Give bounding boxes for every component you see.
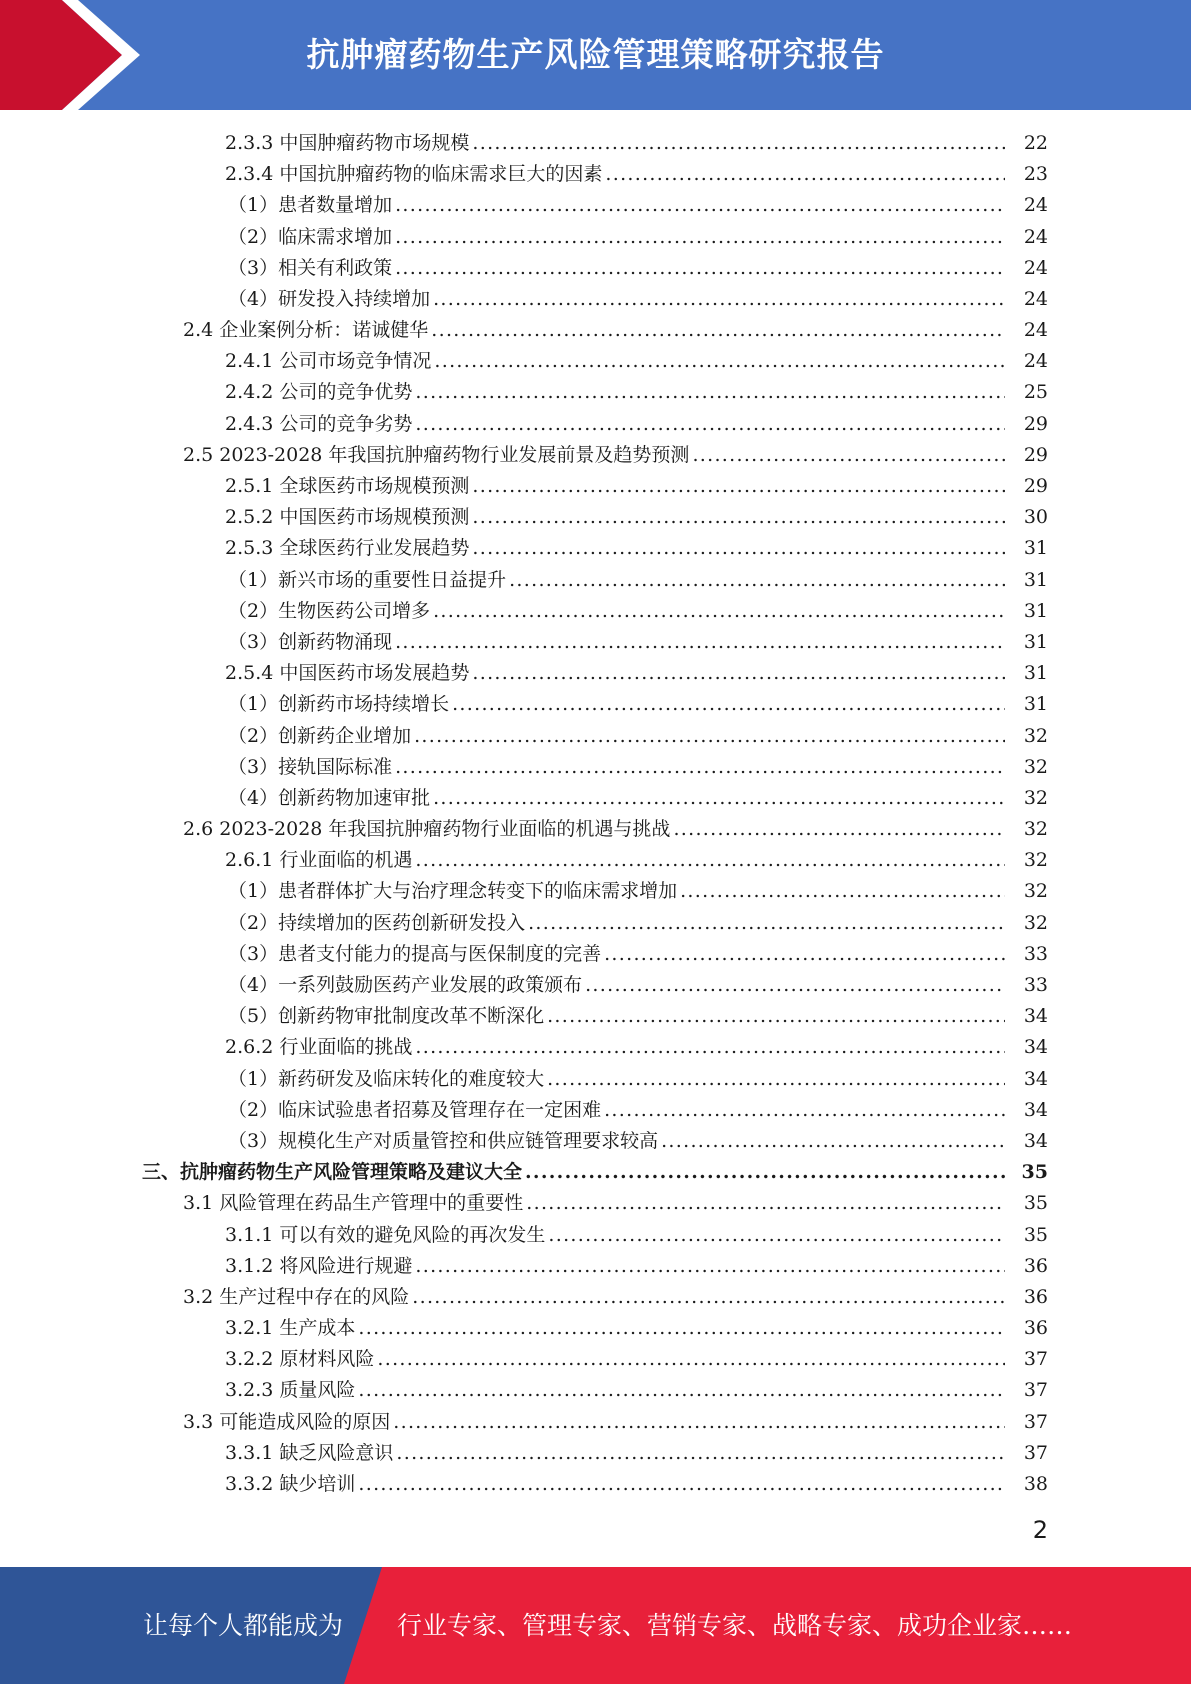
toc-entry-title: 2.5.1 全球医药市场规模预测 <box>225 475 470 498</box>
toc-entry-page: 32 <box>1023 911 1048 934</box>
toc-dot-leader <box>431 315 1005 346</box>
toc-entry-page: 24 <box>1023 350 1048 373</box>
page-footer <box>0 1567 1191 1684</box>
toc-entry-title: （4）创新药物加速审批 <box>228 786 431 809</box>
toc-entry-title: （2）创新药企业增加 <box>228 724 412 747</box>
toc-entry-page: 24 <box>1023 319 1048 342</box>
toc-entry[interactable] <box>0 596 1191 627</box>
toc-dot-leader <box>472 502 1005 533</box>
toc-entry[interactable] <box>0 378 1191 409</box>
toc-entry[interactable] <box>0 190 1191 221</box>
toc-entry[interactable] <box>0 1344 1191 1375</box>
toc-entry-page: 31 <box>1023 599 1048 622</box>
footer-slogan-left: 让每个人都能成为 <box>143 1611 344 1640</box>
toc-entry[interactable] <box>0 689 1191 720</box>
toc-entry-title: 三、抗肿瘤药物生产风险管理策略及建议大全 <box>142 1161 523 1184</box>
toc-entry-page: 29 <box>1023 412 1048 435</box>
toc-entry[interactable] <box>0 1407 1191 1438</box>
toc-entry-title: 3.3.1 缺乏风险意识 <box>225 1441 394 1464</box>
toc-entry[interactable] <box>0 1220 1191 1251</box>
toc-dot-leader <box>585 970 1005 1001</box>
toc-entry-page: 23 <box>1023 163 1048 186</box>
toc-entry-page: 29 <box>1023 475 1048 498</box>
toc-entry-title: 3.2.1 生产成本 <box>225 1317 356 1340</box>
toc-entry[interactable] <box>0 1126 1191 1157</box>
toc-entry[interactable] <box>0 721 1191 752</box>
toc-entry[interactable] <box>0 253 1191 284</box>
toc-entry[interactable] <box>0 315 1191 346</box>
toc-dot-leader <box>604 1095 1005 1126</box>
toc-entry-title: （5）创新药物审批制度改革不断深化 <box>228 1005 545 1028</box>
toc-entry-page: 31 <box>1023 662 1048 685</box>
toc-entry-page: 24 <box>1023 194 1048 217</box>
toc-entry-page: 33 <box>1023 974 1048 997</box>
toc-entry-title: 2.5.2 中国医药市场规模预测 <box>225 506 470 529</box>
toc-entry[interactable] <box>0 1438 1191 1469</box>
toc-entry[interactable] <box>0 752 1191 783</box>
toc-entry-page: 32 <box>1023 724 1048 747</box>
toc-entry[interactable] <box>0 970 1191 1001</box>
toc-entry[interactable] <box>0 409 1191 440</box>
toc-entry-page: 37 <box>1023 1348 1048 1371</box>
toc-entry[interactable] <box>0 159 1191 190</box>
toc-dot-leader <box>472 471 1005 502</box>
toc-entry-title: （1）患者数量增加 <box>228 194 393 217</box>
toc-entry[interactable] <box>0 814 1191 845</box>
toc-entry-title: 2.5.3 全球医药行业发展趋势 <box>225 537 470 560</box>
toc-entry-title: 2.4.3 公司的竞争劣势 <box>225 412 413 435</box>
toc-dot-leader <box>415 1032 1005 1063</box>
toc-dot-leader <box>433 596 1005 627</box>
toc-dot-leader <box>605 159 1005 190</box>
toc-entry-title: 2.6.2 行业面临的挑战 <box>225 1036 413 1059</box>
toc-entry[interactable] <box>0 533 1191 564</box>
toc-entry-page: 31 <box>1023 630 1048 653</box>
toc-entry[interactable] <box>0 1188 1191 1219</box>
toc-dot-leader <box>661 1126 1005 1157</box>
toc-entry-title: 2.3.4 中国抗肿瘤药物的临床需求巨大的因素 <box>225 163 603 186</box>
toc-dot-leader <box>393 1407 1005 1438</box>
toc-dot-leader <box>415 378 1005 409</box>
toc-entry-title: （3）接轨国际标准 <box>228 755 393 778</box>
toc-entry-title: （1）新药研发及临床转化的难度较大 <box>228 1067 545 1090</box>
toc-entry[interactable] <box>0 845 1191 876</box>
toc-entry-page: 22 <box>1023 131 1048 154</box>
toc-dot-leader <box>358 1376 1005 1407</box>
toc-dot-leader <box>395 253 1005 284</box>
toc-entry-page: 31 <box>1023 693 1048 716</box>
toc-entry[interactable] <box>0 1313 1191 1344</box>
toc-dot-leader <box>433 783 1005 814</box>
toc-entry[interactable] <box>0 1064 1191 1095</box>
toc-entry-page: 37 <box>1023 1379 1048 1402</box>
toc-dot-leader <box>414 721 1005 752</box>
toc-entry[interactable] <box>0 877 1191 908</box>
toc-entry-title: 2.6.1 行业面临的机遇 <box>225 849 413 872</box>
toc-entry-page: 32 <box>1023 849 1048 872</box>
toc-entry[interactable] <box>0 627 1191 658</box>
toc-entry-page: 32 <box>1023 880 1048 903</box>
toc-dot-leader <box>395 190 1005 221</box>
toc-entry-page: 24 <box>1023 256 1048 279</box>
toc-entry-page: 34 <box>1023 1036 1048 1059</box>
toc-entry-title: 3.2.2 原材料风险 <box>225 1348 375 1371</box>
toc-entry-title: （1）创新药市场持续增长 <box>228 693 450 716</box>
toc-entry-title: （3）规模化生产对质量管控和供应链管理要求较高 <box>228 1129 659 1152</box>
toc-entry-page: 35 <box>1023 1223 1048 1246</box>
toc-dot-leader <box>395 222 1005 253</box>
toc-entry[interactable] <box>0 222 1191 253</box>
toc-entry-title: 3.3.2 缺少培训 <box>225 1473 356 1496</box>
toc-entry-page: 35 <box>1023 1192 1048 1215</box>
toc-entry-page: 35 <box>1021 1161 1048 1184</box>
toc-entry-title: 2.4 企业案例分析：诺诚健华 <box>183 319 429 342</box>
toc-entry-title: （2）生物医药公司增多 <box>228 599 431 622</box>
toc-entry[interactable] <box>0 502 1191 533</box>
table-of-contents <box>0 128 1191 1500</box>
toc-dot-leader <box>673 814 1005 845</box>
toc-entry-title: 2.4.1 公司市场竞争情况 <box>225 350 432 373</box>
toc-entry-page: 34 <box>1023 1129 1048 1152</box>
toc-entry-page: 32 <box>1023 818 1048 841</box>
toc-entry-page: 29 <box>1023 443 1048 466</box>
toc-entry-title: 2.4.2 公司的竞争优势 <box>225 381 413 404</box>
toc-entry-title: （2）临床试验患者招募及管理存在一定困难 <box>228 1098 602 1121</box>
toc-dot-leader <box>434 346 1005 377</box>
toc-entry[interactable] <box>0 1251 1191 1282</box>
toc-dot-leader <box>415 409 1005 440</box>
toc-entry-title: （1）新兴市场的重要性日益提升 <box>228 568 507 591</box>
toc-dot-leader <box>526 1188 1005 1219</box>
toc-entry-title: （4）一系列鼓励医药产业发展的政策颁布 <box>228 974 583 997</box>
toc-dot-leader <box>396 1438 1005 1469</box>
toc-entry-page: 31 <box>1023 537 1048 560</box>
toc-entry-title: 3.1 风险管理在药品生产管理中的重要性 <box>183 1192 524 1215</box>
toc-dot-leader <box>604 939 1005 970</box>
toc-entry-page: 36 <box>1023 1317 1048 1340</box>
toc-dot-leader <box>528 908 1005 939</box>
page-number: 2 <box>1032 1516 1048 1544</box>
toc-dot-leader <box>548 1220 1005 1251</box>
toc-entry-title: 3.1.1 可以有效的避免风险的再次发生 <box>225 1223 546 1246</box>
toc-dot-leader <box>692 440 1005 471</box>
toc-entry[interactable] <box>0 658 1191 689</box>
footer-slogan-right: 行业专家、管理专家、营销专家、战略专家、成功企业家…… <box>397 1611 1073 1640</box>
toc-entry[interactable] <box>0 284 1191 315</box>
toc-dot-leader <box>412 1282 1005 1313</box>
toc-entry-title: 3.1.2 将风险进行规避 <box>225 1254 413 1277</box>
report-title: 抗肿瘤药物生产风险管理策略研究报告 <box>306 35 885 74</box>
toc-dot-leader <box>472 533 1005 564</box>
toc-dot-leader <box>509 565 1005 596</box>
toc-dot-leader <box>433 284 1005 315</box>
toc-entry-page: 37 <box>1023 1441 1048 1464</box>
toc-entry-title: 2.5.4 中国医药市场发展趋势 <box>225 662 470 685</box>
toc-entry[interactable] <box>0 128 1191 159</box>
toc-entry-page: 24 <box>1023 287 1048 310</box>
toc-entry-page: 33 <box>1023 942 1048 965</box>
toc-entry-title: 3.2.3 质量风险 <box>225 1379 356 1402</box>
toc-dot-leader <box>547 1064 1005 1095</box>
toc-entry-page: 37 <box>1023 1410 1048 1433</box>
toc-entry-title: 3.2 生产过程中存在的风险 <box>183 1285 410 1308</box>
toc-entry-page: 36 <box>1023 1254 1048 1277</box>
toc-entry-page: 32 <box>1023 755 1048 778</box>
toc-entry[interactable] <box>0 1469 1191 1500</box>
toc-dot-leader <box>525 1157 1005 1188</box>
toc-entry-title: 2.3.3 中国肿瘤药物市场规模 <box>225 131 470 154</box>
toc-dot-leader <box>680 877 1005 908</box>
toc-entry[interactable] <box>0 1001 1191 1032</box>
toc-entry[interactable] <box>0 1032 1191 1063</box>
toc-dot-leader <box>415 845 1005 876</box>
toc-entry-title: （1）患者群体扩大与治疗理念转变下的临床需求增加 <box>228 880 678 903</box>
toc-entry-page: 34 <box>1023 1098 1048 1121</box>
page-header <box>0 0 1191 110</box>
toc-entry-title: 2.6 2023-2028 年我国抗肿瘤药物行业面临的机遇与挑战 <box>183 818 671 841</box>
toc-entry-title: （4）研发投入持续增加 <box>228 287 431 310</box>
toc-entry-page: 34 <box>1023 1005 1048 1028</box>
toc-entry-title: （2）持续增加的医药创新研发投入 <box>228 911 526 934</box>
toc-entry[interactable] <box>0 471 1191 502</box>
toc-entry-page: 32 <box>1023 786 1048 809</box>
toc-entry-title: （3）相关有利政策 <box>228 256 393 279</box>
toc-entry[interactable] <box>0 1282 1191 1313</box>
toc-entry[interactable] <box>0 1376 1191 1407</box>
toc-entry-page: 38 <box>1023 1473 1048 1496</box>
toc-dot-leader <box>547 1001 1005 1032</box>
toc-entry-title: （3）创新药物涌现 <box>228 630 393 653</box>
toc-entry-title: 3.3 可能造成风险的原因 <box>183 1410 391 1433</box>
toc-entry-page: 36 <box>1023 1285 1048 1308</box>
toc-entry[interactable] <box>0 440 1191 471</box>
toc-entry-page: 25 <box>1023 381 1048 404</box>
toc-dot-leader <box>415 1251 1005 1282</box>
toc-entry-page: 30 <box>1023 506 1048 529</box>
toc-dot-leader <box>452 689 1005 720</box>
toc-dot-leader <box>377 1344 1005 1375</box>
toc-entry-page: 34 <box>1023 1067 1048 1090</box>
toc-dot-leader <box>472 128 1005 159</box>
toc-entry-title: （3）患者支付能力的提高与医保制度的完善 <box>228 942 602 965</box>
toc-dot-leader <box>395 627 1005 658</box>
toc-dot-leader <box>395 752 1005 783</box>
toc-entry[interactable] <box>0 783 1191 814</box>
toc-entry[interactable] <box>0 908 1191 939</box>
toc-dot-leader <box>472 658 1005 689</box>
toc-entry-title: （2）临床需求增加 <box>228 225 393 248</box>
toc-entry-page: 24 <box>1023 225 1048 248</box>
toc-entry-title: 2.5 2023-2028 年我国抗肿瘤药物行业发展前景及趋势预测 <box>183 443 690 466</box>
toc-entry[interactable] <box>0 1095 1191 1126</box>
toc-dot-leader <box>358 1313 1005 1344</box>
toc-entry[interactable] <box>0 939 1191 970</box>
toc-entry[interactable] <box>0 565 1191 596</box>
toc-dot-leader <box>358 1469 1005 1500</box>
toc-entry[interactable] <box>0 346 1191 377</box>
toc-entry-page: 31 <box>1023 568 1048 591</box>
toc-entry[interactable] <box>0 1157 1191 1188</box>
